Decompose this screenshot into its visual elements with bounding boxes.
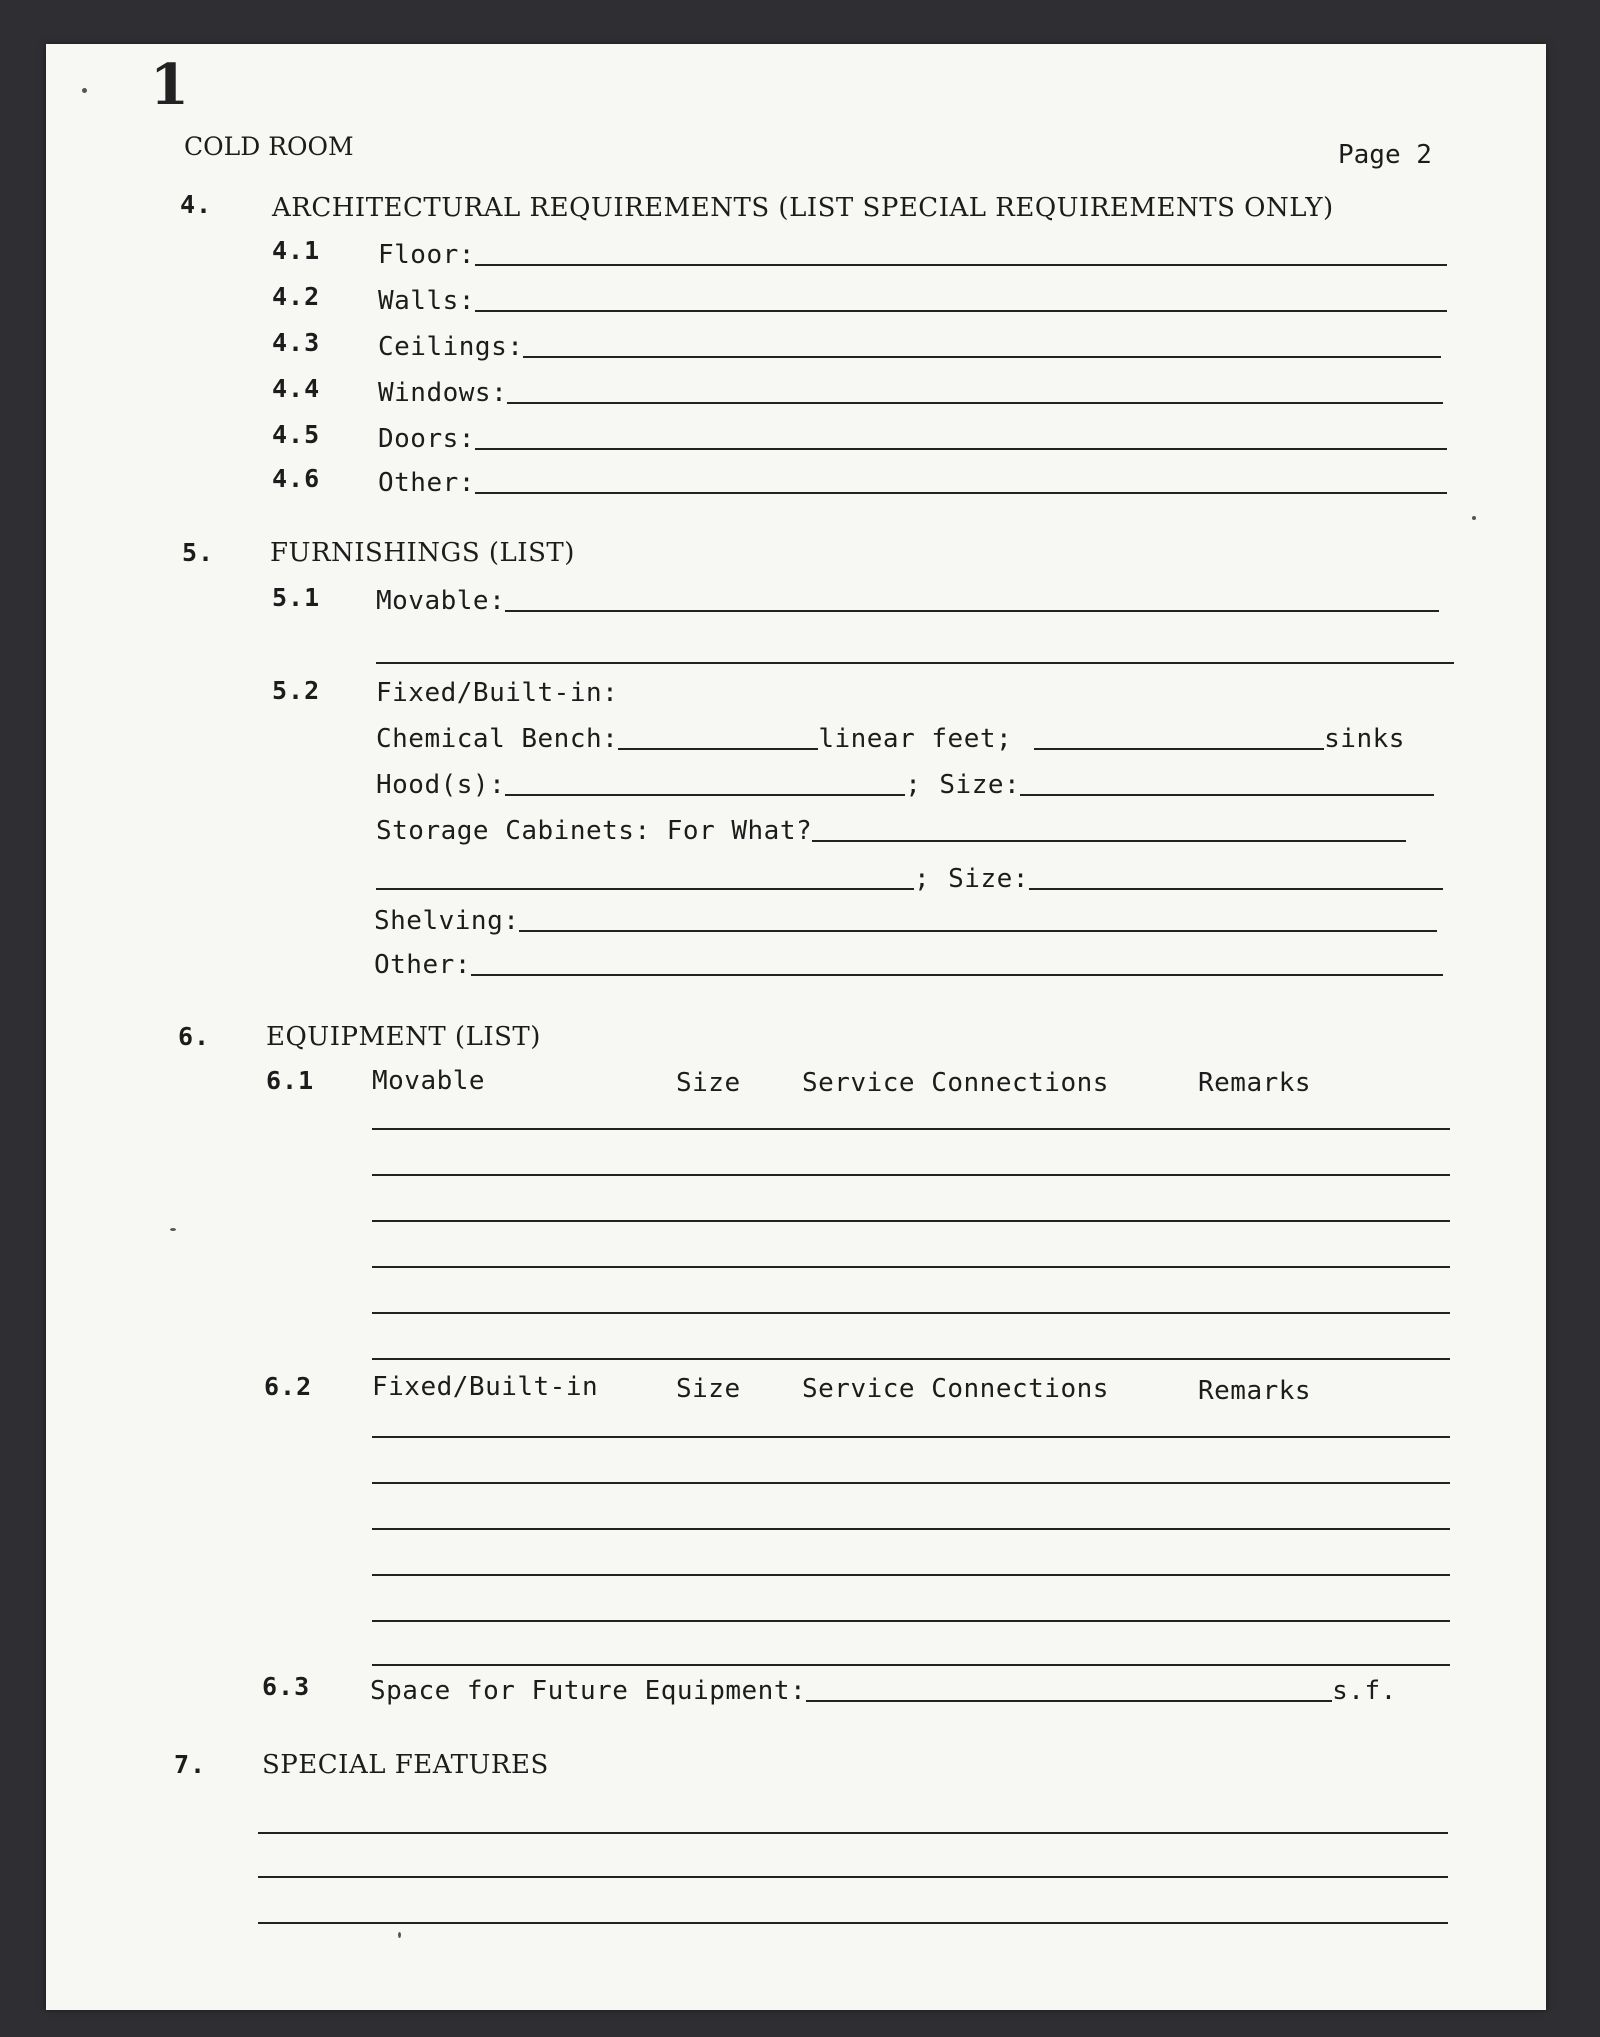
movable-equipment-row[interactable] [372,1266,1450,1268]
item-6-1-number: 6.1 [266,1066,315,1095]
floor-label: Floor: [378,240,475,270]
item-6-3-number: 6.3 [262,1672,311,1701]
section-7-title: SPECIAL FEATURES [262,1750,549,1780]
item-4-3-number: 4.3 [272,328,321,357]
fixed-equipment-row[interactable] [372,1528,1450,1530]
movable-column-header: Movable [372,1066,486,1096]
page-number: Page 2 [1338,140,1432,170]
item-4-2-number: 4.2 [272,282,321,311]
section-6-title: EQUIPMENT (LIST) [266,1022,541,1052]
storage-size-label: Size: [948,864,1029,894]
other-furnishings-field[interactable] [471,974,1443,976]
remarks-column-header: Remarks [1198,1068,1312,1098]
other-arch-label: Other: [378,468,475,498]
doors-field[interactable] [475,448,1447,450]
fixed-equipment-row[interactable] [372,1664,1450,1666]
storage-size-field[interactable] [1029,888,1443,890]
floor-field[interactable] [475,264,1447,266]
service-connections-column-header: Service Connections [802,1068,1109,1098]
fixed-equipment-row[interactable] [372,1574,1450,1576]
storage-cabinets-label: Storage Cabinets: For What? [376,816,813,846]
sinks-label: sinks [1324,724,1405,754]
hoods-separator: ; [905,770,922,800]
photocopy-speck [398,1932,401,1938]
form-title: COLD ROOM [184,132,354,161]
movable-field-line-2[interactable] [376,662,1454,664]
fixed-built-in-column-header: Fixed/Built-in [372,1372,599,1402]
movable-equipment-row[interactable] [372,1312,1450,1314]
movable-equipment-row[interactable] [372,1220,1450,1222]
item-4-6-number: 4.6 [272,464,321,493]
section-4-title: ARCHITECTURAL REQUIREMENTS (LIST SPECIAL REQUIREMENTS ONLY) [272,193,1334,223]
linear-feet-label: linear feet; [818,724,1013,754]
item-4-5-number: 4.5 [272,420,321,449]
doors-label: Doors: [378,424,475,454]
section-5-number: 5. [182,538,215,567]
remarks-column-header-2: Remarks [1198,1376,1312,1406]
future-equipment-field[interactable] [806,1700,1332,1702]
hood-size-label: Size: [939,770,1021,800]
photocopy-speck [82,88,87,93]
ceilings-field[interactable] [523,356,1441,358]
storage-separator: ; [914,864,931,894]
size-column-header-2: Size [676,1374,741,1404]
section-5-title: FURNISHINGS (LIST) [270,538,575,568]
chemical-bench-label: Chemical Bench: [376,724,619,754]
corner-mark: 1 [150,52,189,118]
hood-size-field[interactable] [1020,794,1434,796]
storage-cabinets-field-2[interactable] [376,888,914,890]
fixed-built-in-label: Fixed/Built-in: [376,678,619,708]
walls-label: Walls: [378,286,475,316]
item-5-1-number: 5.1 [272,583,321,612]
item-4-1-number: 4.1 [272,236,321,265]
sinks-field[interactable] [1034,748,1324,750]
service-connections-column-header-2: Service Connections [802,1374,1109,1404]
shelving-label: Shelving: [374,906,520,936]
movable-field[interactable] [505,610,1439,612]
photocopy-speck [1472,516,1476,520]
item-4-4-number: 4.4 [272,374,321,403]
movable-equipment-row[interactable] [372,1174,1450,1176]
windows-label: Windows: [378,378,508,408]
other-arch-field[interactable] [475,492,1447,494]
windows-field[interactable] [507,402,1443,404]
shelving-field[interactable] [519,930,1437,932]
movable-equipment-row[interactable] [372,1358,1450,1360]
hoods-field[interactable] [505,794,905,796]
photocopy-speck [170,1228,176,1231]
future-equipment-label: Space for Future Equipment: [370,1676,807,1706]
movable-equipment-row[interactable] [372,1128,1450,1130]
movable-label: Movable: [376,586,506,616]
hoods-label: Hood(s): [376,770,506,800]
square-feet-unit: s.f. [1332,1676,1397,1706]
bench-linear-feet-field[interactable] [618,748,818,750]
other-furnishings-label: Other: [374,950,471,980]
fixed-equipment-row[interactable] [372,1482,1450,1484]
fixed-equipment-row[interactable] [372,1620,1450,1622]
special-features-line[interactable] [258,1876,1448,1878]
size-column-header: Size [676,1068,741,1098]
section-7-number: 7. [174,1750,207,1779]
fixed-equipment-row[interactable] [372,1436,1450,1438]
item-6-2-number: 6.2 [264,1372,313,1401]
storage-cabinets-field[interactable] [812,840,1406,842]
special-features-line[interactable] [258,1832,1448,1834]
item-5-2-number: 5.2 [272,676,321,705]
section-6-number: 6. [178,1022,211,1051]
special-features-line[interactable] [258,1922,1448,1924]
ceilings-label: Ceilings: [378,332,524,362]
walls-field[interactable] [475,310,1447,312]
section-4-number: 4. [180,190,213,219]
